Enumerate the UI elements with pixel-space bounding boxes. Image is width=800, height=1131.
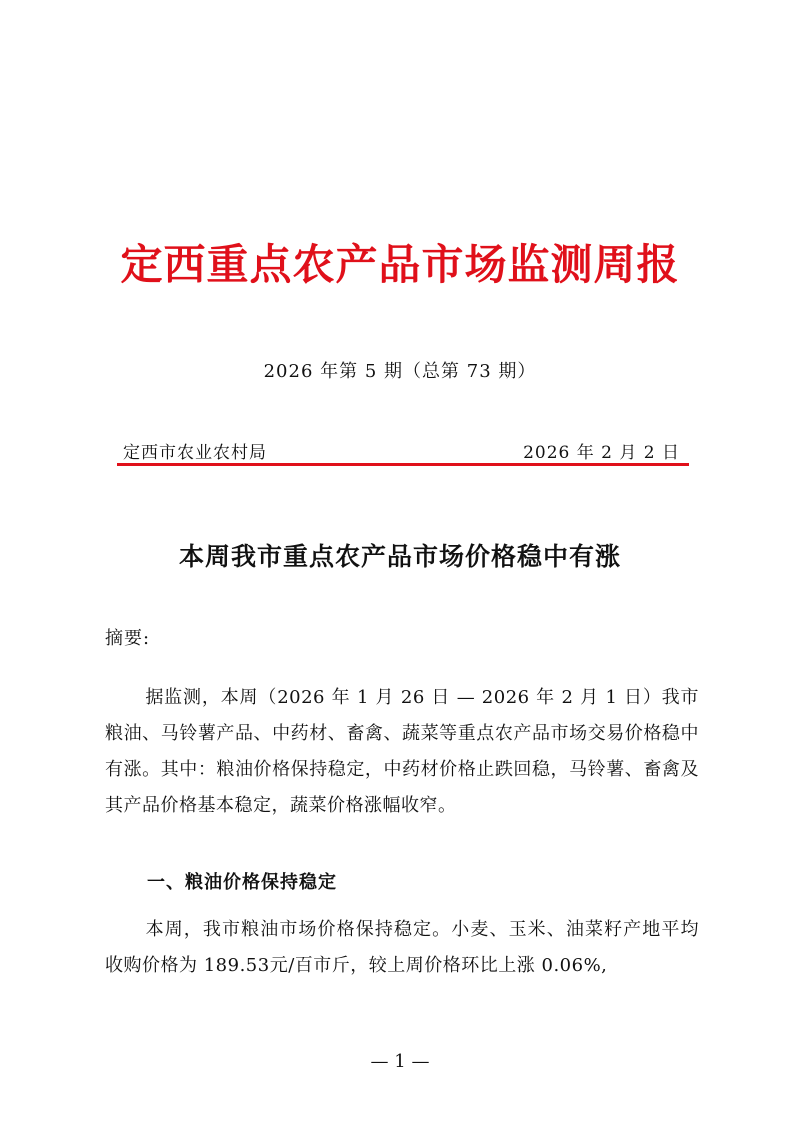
section-text: 本周，我市粮油市场价格保持稳定。小麦、玉米、油菜籽产地平均收购价格为 189.53元/百市斤，较上周价格环比上涨 0.06%, xyxy=(105,919,699,976)
abstract-paragraph xyxy=(105,680,699,824)
abstract-label: 摘要: xyxy=(105,628,151,649)
abstract-text: 据监测，本周（2026 年 1 月 26 日 — 2026 年 2 月 1 日）我市粮油、马铃薯产品、中药材、畜禽、蔬菜等重点农产品市场交易价格稳中有涨。其中：粮油价格保持稳定，中药材价格止跌回稳，马铃薯、畜禽及其产品价格基本稳定，蔬菜价格涨幅收窄。 xyxy=(105,687,699,816)
red-divider xyxy=(117,463,689,466)
article-headline: 本周我市重点农产品市场价格稳中有涨 xyxy=(178,542,621,571)
issue-number: 2026 年第 5 期（总第 73 期） xyxy=(263,361,537,382)
masthead-title: 定西重点农产品市场监测周报 xyxy=(120,240,680,289)
section-paragraph xyxy=(105,912,699,984)
page-number: — 1 — xyxy=(370,1051,430,1072)
publish-date: 2026 年 2 月 2 日 xyxy=(523,443,680,463)
section-heading: 一、粮油价格保持稳定 xyxy=(147,872,337,893)
publisher: 定西市农业农村局 xyxy=(123,443,267,463)
